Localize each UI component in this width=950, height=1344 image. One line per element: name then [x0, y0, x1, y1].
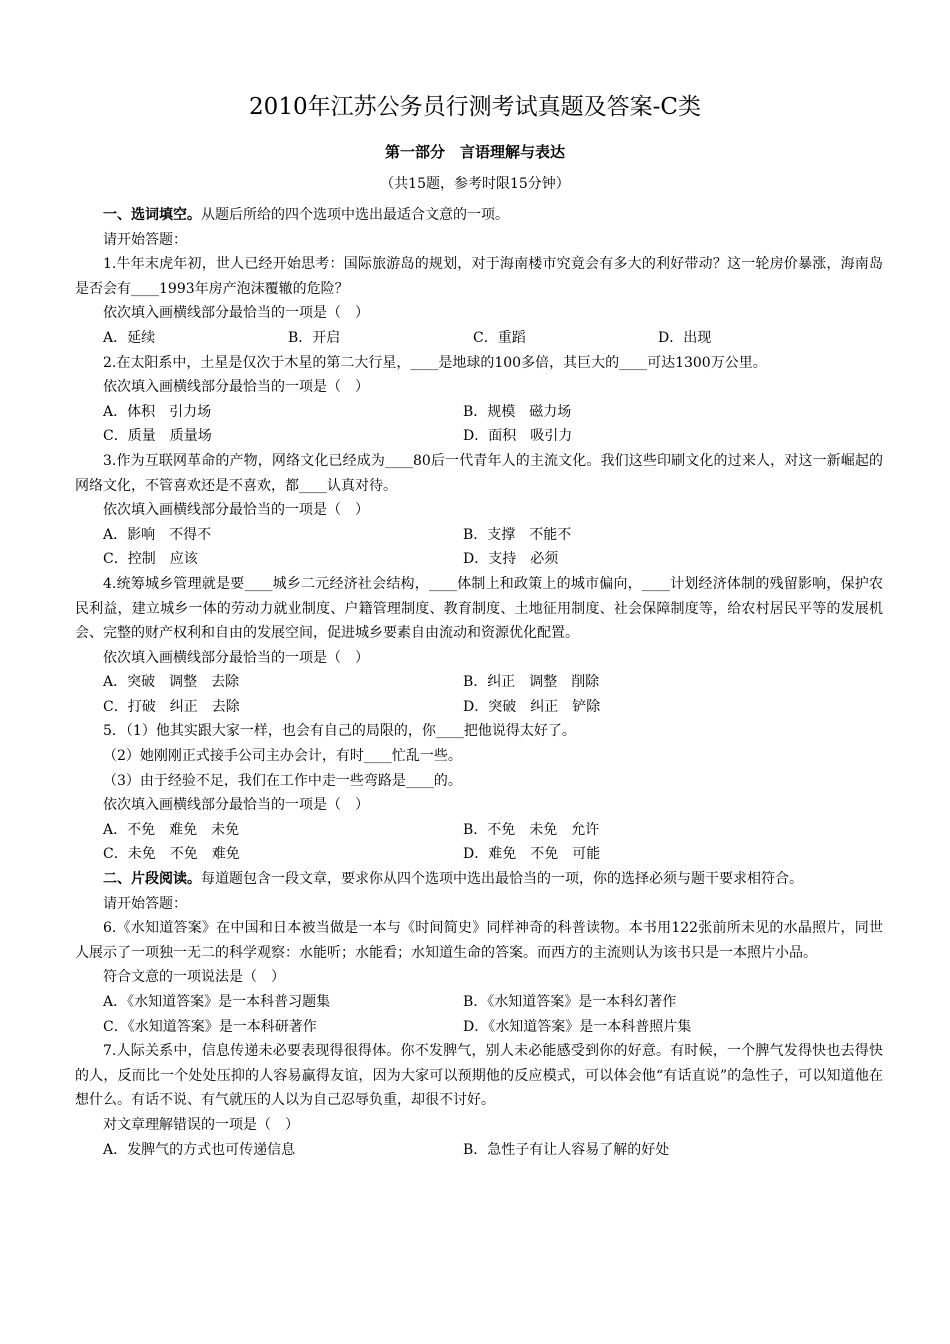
q5-option-d: D．难免 不免 可能 — [463, 846, 601, 863]
q4-option-c: C．打破 纠正 去除 — [103, 698, 240, 715]
q1-options — [75, 326, 883, 351]
q4-option-a: A．突破 调整 去除 — [103, 674, 240, 691]
q3-stem: 3.作为互联网革命的产物，网络文化已经成为____80后一代青年人的主流文化。我们这些印刷文化的过来人，对这一新崛起的网络文化，不管喜欢还是不喜欢，都____认真对待。 — [75, 452, 883, 494]
q5-option-a: A．不免 难免 未免 — [103, 821, 240, 838]
q4-stem: 4.统筹城乡管理就是要____城乡二元经济社会结构，____体制上和政策上的城市偏向，____计划经济体制的残留影响，保护农民利益，建立城乡一体的劳动力就业制度、户籍管理制度、教育制度、土地征用制度、社会保障制度等，给农村居民平等的发展机会、完整的财产权利和自由的发展空间，促进城乡要素自由流动和资源优化配置。 — [75, 575, 883, 642]
q4-options-row1 — [75, 670, 883, 695]
q5-options-row2 — [75, 842, 883, 867]
section1-heading: 一、选词填空。 — [103, 207, 201, 223]
q1-option-b: B．开启 — [288, 329, 341, 346]
q5-sentence-1: 5．（1）他其实跟大家一样，也会有自己的局限的，你____把他说得太好了。 — [103, 723, 576, 740]
q2-option-c: C．质量 质量场 — [103, 428, 212, 445]
q6-options-row1 — [75, 990, 883, 1015]
time-limit-note: （共15题，参考时限15分钟） — [380, 176, 570, 192]
document-body — [75, 203, 883, 1162]
q3-option-a: A．影响 不得不 — [103, 526, 212, 543]
section2-heading: 二、片段阅读。 — [103, 871, 201, 888]
q2-stem: 2.在太阳系中，土星是仅次于木星的第二大行星，____是地球的100多倍，其巨大的____可达1300万公里。 — [103, 354, 767, 371]
q7-option-b: B．急性子有让人容易了解的好处 — [463, 1141, 670, 1158]
q7-prompt: 对文章理解错误的一项是（ ） — [103, 1116, 299, 1133]
q4-options-row2 — [75, 695, 883, 720]
q4-prompt: 依次填入画横线部分最恰当的一项是（ ） — [103, 649, 369, 666]
q5-prompt: 依次填入画横线部分最恰当的一项是（ ） — [103, 797, 369, 814]
q1-option-c: C．重蹈 — [473, 329, 526, 346]
q1-option-d: D．出现 — [658, 329, 712, 346]
section1-start: 请开始答题： — [103, 231, 187, 248]
q5-option-c: C．未免 不免 难免 — [103, 846, 240, 863]
q1-option-a: A．延续 — [103, 329, 156, 346]
q3-prompt: 依次填入画横线部分最恰当的一项是（ ） — [103, 502, 369, 519]
q5-sentence-2: （2）她刚刚正式接手公司主办会计，有时____忙乱一些。 — [103, 748, 462, 765]
q3-options-row2 — [75, 547, 883, 572]
section2-intro — [75, 867, 883, 892]
q2-options-row2 — [75, 424, 883, 449]
q3-option-c: C．控制 应该 — [103, 551, 198, 568]
q6-stem: 6.《水知道答案》在中国和日本被当做是一本与《时间简史》同样神奇的科普读物。本书用122张前所未见的水晶照片，同世人展示了一项独一无二的科学观察：水能听；水能看；水知道生命的答案。而西方的主流则认为该书只是一本照片小品。 — [75, 920, 883, 961]
section1-instruction: 从题后所给的四个选项中选出最适合文意的一项。 — [201, 207, 509, 223]
q7-stem: 7.人际关系中，信息传递未必要表现得很得体。你不发脾气，别人未必能感受到你的好意。有时候，一个脾气发得快也去得快的人，反而比一个处处压抑的人容易赢得友谊，因为大家可以预期他的反应模式，可以体会他“有话直说”的急性子，可以知道他在想什么。有话不说、有气就压的人以为自己忍辱负重，却很不讨好。 — [75, 1043, 883, 1109]
q6-option-d: D．《水知道答案》是一本科普照片集 — [463, 1018, 692, 1035]
q6-option-b: B．《水知道答案》是一本科幻著作 — [463, 994, 677, 1010]
q4-option-d: D．突破 纠正 铲除 — [463, 698, 601, 715]
q5-options-row1 — [75, 818, 883, 843]
q6-options-row2 — [75, 1015, 883, 1040]
q2-option-b: B．规模 磁力场 — [463, 403, 572, 420]
q6-option-a: A．《水知道答案》是一本科普习题集 — [103, 994, 331, 1010]
q7-options-row1 — [75, 1138, 883, 1163]
q2-prompt: 依次填入画横线部分最恰当的一项是（ ） — [103, 379, 369, 396]
q7-option-a: A．发脾气的方式也可传递信息 — [103, 1141, 296, 1158]
section1-intro — [75, 203, 883, 228]
q3-option-d: D．支持 必须 — [463, 551, 559, 568]
q2-options-row1 — [75, 400, 883, 425]
q5-option-b: B．不免 未免 允许 — [463, 821, 600, 838]
q2-option-a: A．体积 引力场 — [103, 403, 212, 420]
q1-stem: 1.牛年末虎年初，世人已经开始思考：国际旅游岛的规划，对于海南楼市究竟会有多大的利好带动？这一轮房价暴涨，海南岛是否会有____1993年房产泡沫覆辙的危险？ — [75, 256, 883, 297]
section2-instruction: 每道题包含一段文章，要求你从四个选项中选出最恰当的一项，你的选择必须与题干要求相符合。 — [201, 871, 803, 888]
q6-prompt: 符合文意的一项说法是（ ） — [103, 969, 285, 986]
section2-start: 请开始答题： — [103, 895, 187, 912]
q3-option-b: B．支撑 不能不 — [463, 526, 572, 543]
q5-sentence-3: （3）由于经验不足，我们在工作中走一些弯路是____的。 — [103, 772, 462, 789]
q2-option-d: D．面积 吸引力 — [463, 428, 573, 445]
q3-options-row1 — [75, 523, 883, 548]
q6-option-c: C．《水知道答案》是一本科研著作 — [103, 1018, 317, 1035]
part-heading: 第一部分 言语理解与表达 — [384, 143, 565, 161]
document-title: 2010年江苏公务员行测考试真题及答案-C类 — [249, 94, 701, 120]
q4-option-b: B．纠正 调整 削除 — [463, 674, 600, 691]
q1-prompt: 依次填入画横线部分最恰当的一项是（ ） — [103, 305, 369, 322]
